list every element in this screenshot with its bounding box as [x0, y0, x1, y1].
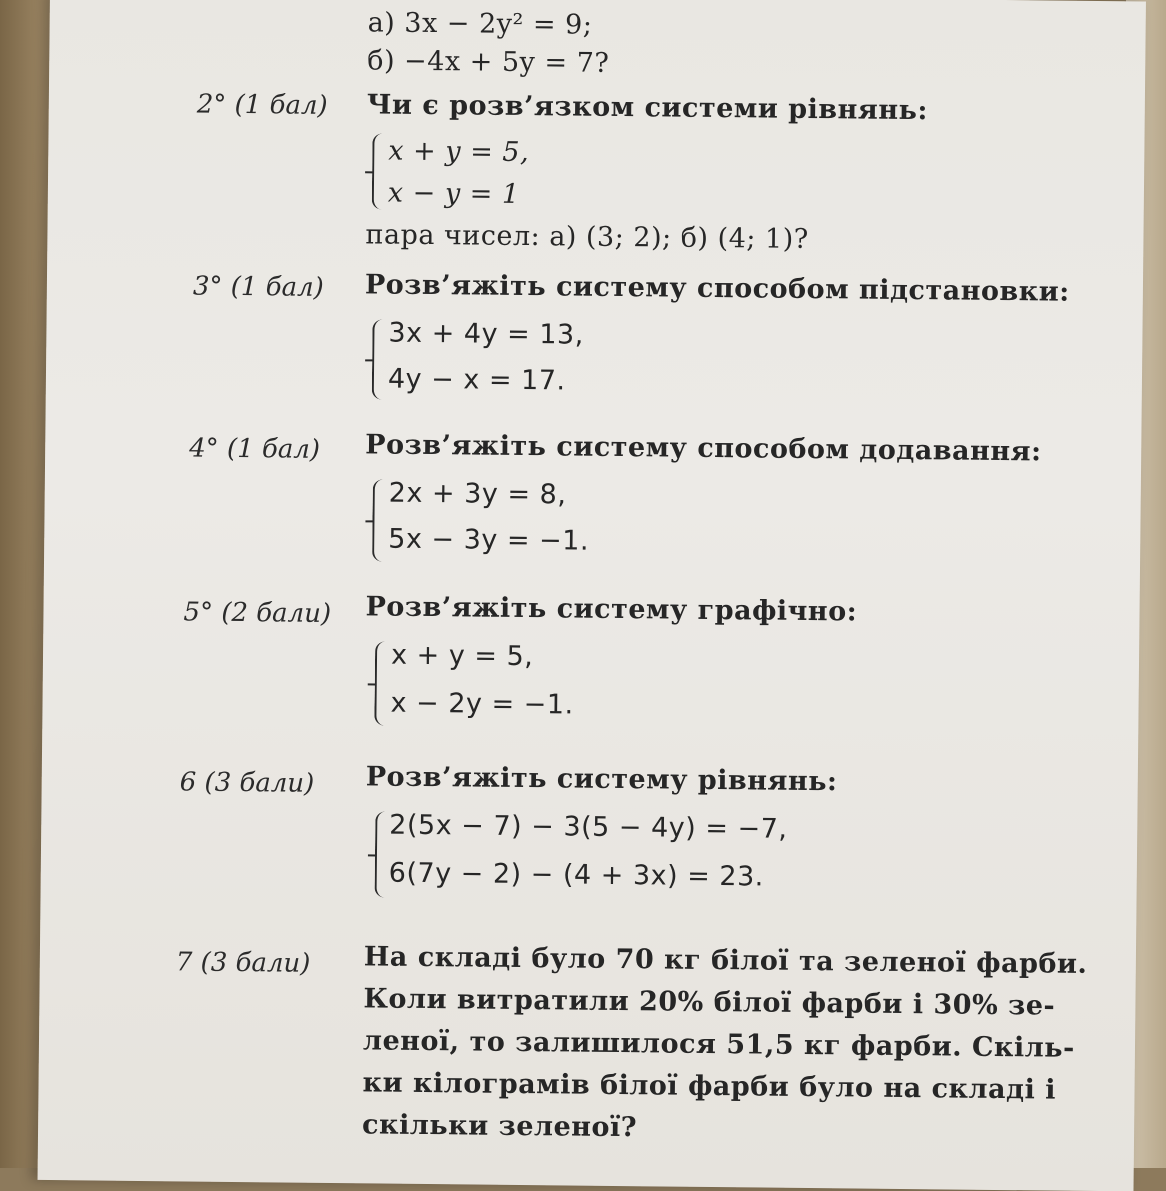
q5-eq2: x − 2y = −1. [390, 687, 574, 721]
q7-line-1: На складі було 70 кг білої та зеленої фарби. [363, 941, 1088, 980]
q4-eq2: 5x − 3y = −1. [388, 523, 590, 557]
q6-brace [375, 811, 388, 897]
q2-label: 2° (1 бал) [196, 89, 328, 121]
q7-line-3: леної, то залишилося 51,5 кг фарби. Скіль- [362, 1025, 1075, 1064]
q4-label: 4° (1 бал) [189, 433, 321, 465]
q7-label: 7 (3 бали) [175, 947, 311, 979]
q2-tail: пара чисел: а) (3; 2); б) (4; 1)? [365, 219, 809, 255]
prev-option-b: б) −4x + 5y = 7? [367, 45, 610, 79]
q2-brace [372, 133, 385, 209]
q3-label: 3° (1 бал) [192, 271, 324, 303]
q7-line-4: ки кілограмів білої фарби було на складі і [362, 1067, 1057, 1106]
q5-text: Розв’яжіть систему графічно: [365, 591, 858, 628]
q6-eq2: 6(7y − 2) − (4 + 3x) = 23. [388, 857, 764, 893]
prev-option-a: а) 3x − 2y² = 9; [367, 7, 593, 41]
q4-eq1: 2x + 3y = 8, [388, 477, 567, 511]
q3-text: Розв’яжіть систему способом підстановки: [364, 269, 1070, 308]
q4-brace [372, 479, 385, 561]
q2-text: Чи є розв’язком системи рівнянь: [366, 89, 929, 127]
q2-eq1: x + y = 5, [388, 135, 530, 169]
q7-line-2: Коли витратили 20% білої фарби і 30% зе- [363, 983, 1056, 1022]
q5-brace [374, 641, 387, 725]
q3-brace [372, 319, 385, 399]
q2-eq2: x − y = 1 [387, 177, 520, 210]
q6-text: Розв’яжіть систему рівнянь: [365, 761, 838, 798]
q7-line-5: скільки зеленої? [361, 1109, 638, 1144]
q5-label: 5° (2 бали) [183, 597, 332, 629]
q6-eq1: 2(5x − 7) − 3(5 − 4y) = −7, [389, 809, 788, 845]
q3-eq1: 3x + 4y = 13, [388, 317, 584, 351]
q6-label: 6 (3 бали) [179, 767, 315, 799]
worksheet-page [38, 0, 1146, 1191]
q4-text: Розв’яжіть систему способом додавання: [365, 429, 1042, 468]
q3-eq2: 4y − x = 17. [387, 363, 566, 397]
q5-eq1: x + y = 5, [390, 639, 534, 673]
